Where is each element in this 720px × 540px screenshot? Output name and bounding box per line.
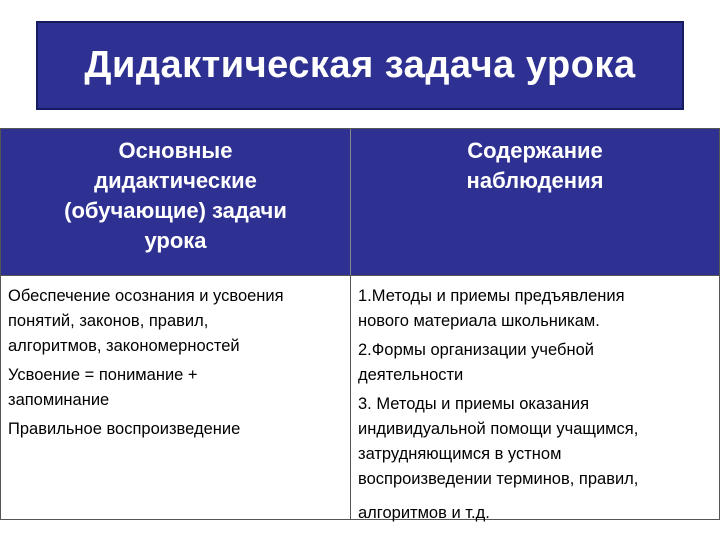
tasks-text-line: Усвоение = понимание + (8, 366, 198, 384)
observation-text-line: нового материала школьникам. (358, 312, 600, 330)
body-cell-observation (350, 275, 719, 522)
header-observation-line: Содержание (467, 138, 603, 163)
header-cell-observation (350, 129, 719, 275)
header-tasks-line: дидактические (94, 168, 257, 193)
observation-text-line: воспроизведении терминов, правил, (358, 470, 639, 488)
tasks-text-line: Обеспечение осознания и усвоения (8, 287, 284, 305)
didactic-table (0, 128, 720, 520)
observation-text-line: индивидуальной помощи учащимся, (358, 420, 639, 438)
observation-text-line: затрудняющимся в устном (358, 445, 562, 463)
header-observation-line: наблюдения (466, 168, 604, 193)
observation-text-line: алгоритмов и т.д. (358, 504, 490, 522)
observation-text-line: 2.Формы организации учебной (358, 341, 594, 359)
header-tasks-line: урока (144, 228, 207, 253)
header-tasks-line: Основные (118, 138, 233, 163)
tasks-text-line: Правильное воспроизведение (8, 420, 241, 438)
tasks-text-line: алгоритмов, закономерностей (8, 337, 240, 355)
slide-title: Дидактическая задача урока (84, 44, 636, 86)
title-banner (36, 21, 684, 110)
tasks-text-line: понятий, законов, правил, (8, 312, 209, 330)
observation-text-line: 1.Методы и приемы предъявления (358, 287, 625, 305)
header-cell-tasks (1, 129, 350, 275)
body-cell-tasks (1, 275, 350, 519)
header-tasks-line: (обучающие) задачи (64, 198, 287, 223)
tasks-text-line: запоминание (8, 391, 110, 409)
observation-text-line: деятельности (358, 366, 464, 384)
observation-text-line: 3. Методы и приемы оказания (358, 395, 590, 413)
